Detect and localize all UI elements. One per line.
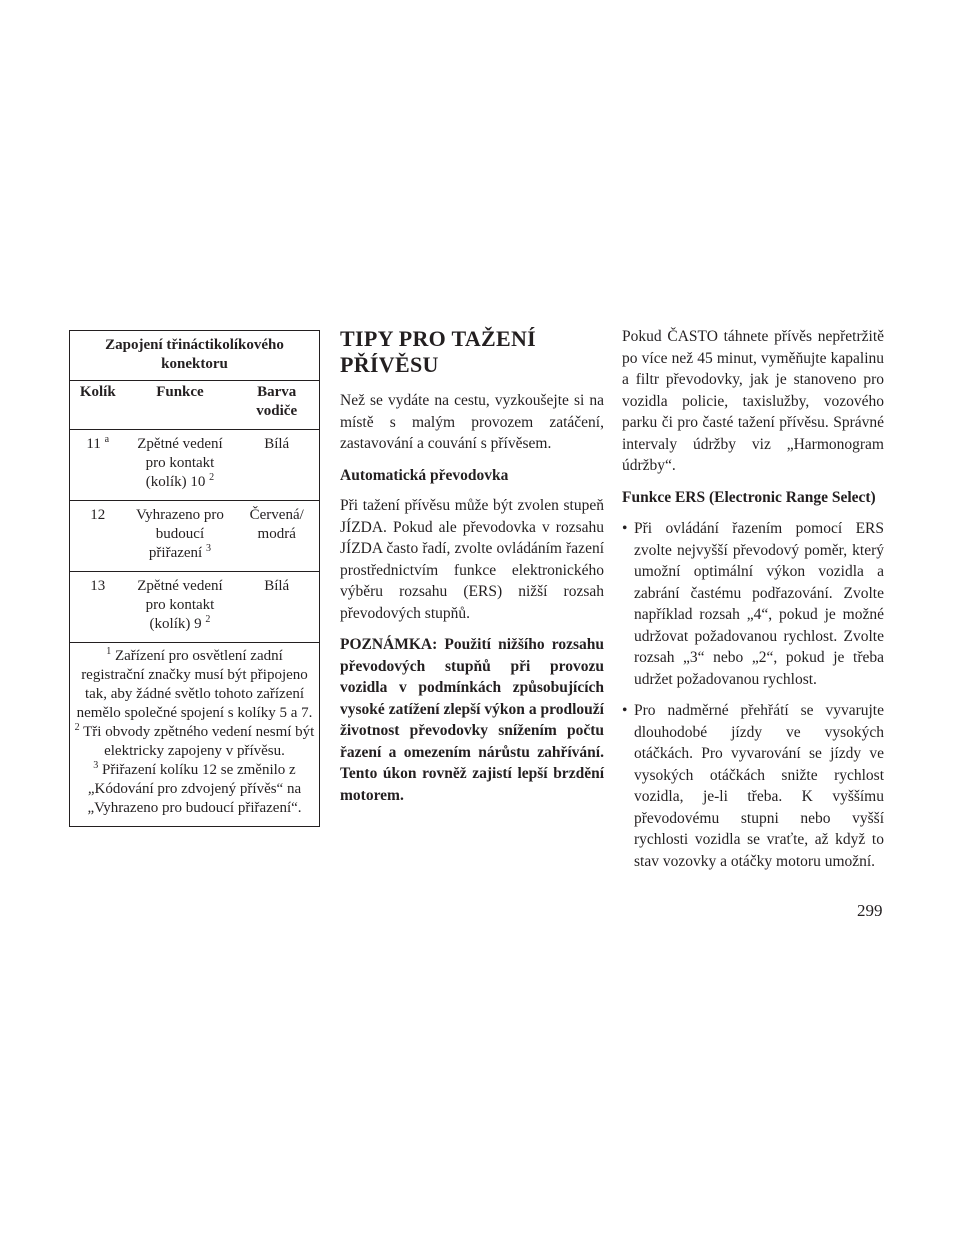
header-color: Barva vodiče <box>234 381 319 430</box>
note-paragraph: POZNÁMKA: Použití nižšího rozsahu převodových stupňů při provozu vozidla v podmínkách způsobujících vysoké zatížení zlepší výkon a prodlouží životnost převodovky snížením počtu řazení a omezením nárůstu zahřívání. Tento úkon rovněž zajistí lepší brzdění motorem. <box>340 636 604 804</box>
page-number: 299 <box>857 901 883 920</box>
footnote <box>73 761 316 818</box>
cell-color: Bílá <box>234 572 319 643</box>
table-caption: Zapojení třináctikolíkového konektoru <box>70 331 320 381</box>
subheading-automatic-transmission: Automatická převodovka <box>340 466 509 484</box>
list-item-text: Při ovládání řazením pomocí ERS zvolte nejvyšší převodový poměr, který umožní optimální výkon vozidla a zabrání častému podřazování. Zvolte například rozsah „4“, pokud je možné udržovat požadovanou rychlost. Zvolte rozsah „3“ nebo „2“, pokud je třeba udržet požadovanou rychlost. <box>634 520 884 688</box>
list-item <box>622 700 884 872</box>
footnote <box>73 723 316 761</box>
function-text: Vyhrazeno pro budoucí přiřazení <box>136 507 224 561</box>
footnote-mark: 3 <box>93 760 99 771</box>
table-row <box>70 572 320 643</box>
cell-pin <box>70 430 126 501</box>
table-header-row <box>70 381 320 430</box>
bullet-icon: • <box>622 520 628 537</box>
cell-function <box>126 501 235 572</box>
list-item <box>622 518 884 690</box>
footnote-text: Tři obvody zpětného vedení nesmí být elektricky zapojeny v přívěsu. <box>83 724 315 759</box>
footnote-mark: 2 <box>74 722 80 733</box>
cell-color: Červená/ modrá <box>234 501 319 572</box>
body-paragraph: Při tažení přívěsu může být zvolen stupeň JÍZDA. Pokud ale převodovka v rozsahu JÍZDA často řadí, zvolte ovládáním řazení prostřednictvím funkce elektronického výběru rozsahu (ERS) nižší rozsah převodových stupňů. <box>340 497 604 622</box>
function-text: Zpětné vedení pro kontakt (kolík) 9 <box>137 578 223 632</box>
cell-function <box>126 430 235 501</box>
pin-number: 13 <box>90 578 106 594</box>
table-row <box>70 430 320 501</box>
right-column <box>622 326 884 882</box>
footnote-text: Přiřazení kolíku 12 se změnilo z „Kódování pro zdvojený přívěs“ na „Vyhrazeno pro budoucí přiřazení“. <box>87 762 302 816</box>
table-caption-row <box>70 331 320 381</box>
middle-column <box>340 326 604 816</box>
connector-table <box>69 330 320 827</box>
cell-function <box>126 572 235 643</box>
bullet-icon: • <box>622 702 628 719</box>
header-function: Funkce <box>126 381 235 430</box>
table-row <box>70 501 320 572</box>
pin-number: 11 <box>86 436 101 452</box>
footnote <box>73 647 316 723</box>
cell-pin <box>70 572 126 643</box>
table-footnotes <box>70 643 320 827</box>
cell-pin <box>70 501 126 572</box>
pin-superscript: a <box>104 434 110 445</box>
bullet-list <box>622 518 884 872</box>
function-superscript: 3 <box>205 543 211 554</box>
table-footnotes-row <box>70 643 320 827</box>
function-text: Zpětné vedení pro kontakt (kolík) 10 <box>137 436 223 490</box>
function-superscript: 2 <box>209 472 215 483</box>
function-superscript: 2 <box>205 614 211 625</box>
subheading-ers: Funkce ERS (Electronic Range Select) <box>622 488 876 506</box>
section-heading: TIPY PRO TAŽENÍ PŘÍVĚSU <box>340 326 537 377</box>
header-pin: Kolík <box>70 381 126 430</box>
footnote-mark: 1 <box>106 646 112 657</box>
list-item-text: Pro nadměrné přehřátí se vyvarujte dlouhodobé jízdy ve vysokých otáčkách. Pro vyvarování se jízdy ve vysokých otáčkách snižte rychlost vozidla, je-li třeba. K vyššímu převodovému stupni nebo vyšší rychlosti vozidla se vraťte, až když to stav vozovky a otáčky motoru umožní. <box>634 702 884 870</box>
intro-paragraph: Než se vydáte na cestu, vyzkoušejte si na místě s malým provozem zatáčení, zastavování a couvání s přívěsem. <box>340 392 604 452</box>
pin-number: 12 <box>90 507 106 523</box>
intro-paragraph: Pokud ČASTO táhnete přívěs nepřetržitě po více než 45 minut, vyměňujte kapalinu a filtr převodovky, jak je stanoveno pro vozidla policie, taxislužby, vozového parku či pro časté tažení přívěsu. Správné intervaly údržby viz „Harmonogram údržby“. <box>622 328 884 474</box>
cell-color: Bílá <box>234 430 319 501</box>
footnote-text: Zařízení pro osvětlení zadní registrační značky musí být připojeno tak, aby žádné světlo tohoto zařízení nemělo společné spojení s kolíky 5 a 7. <box>76 648 313 721</box>
